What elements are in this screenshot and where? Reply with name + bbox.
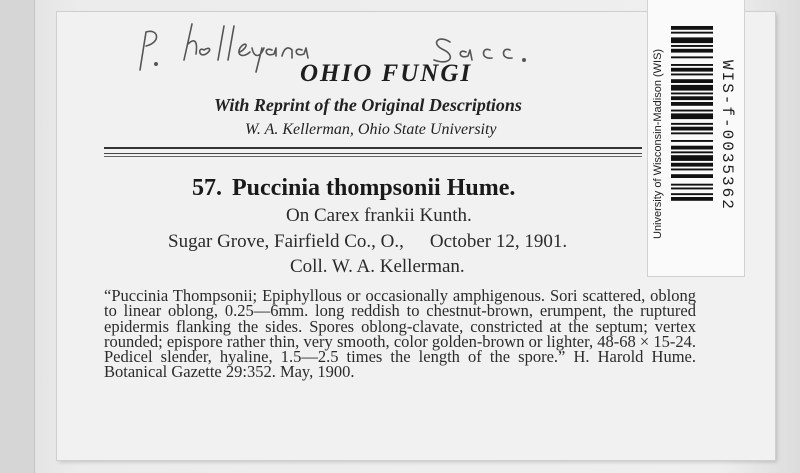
barcode-bar [671, 132, 713, 134]
barcode-bar [671, 93, 713, 95]
barcode-bar [671, 155, 713, 161]
label-author: W. A. Kellerman, Ohio State University [245, 121, 497, 138]
label-subtitle: With Reprint of the Original Descriptions [214, 95, 522, 115]
barcode-bar [671, 37, 713, 43]
barcode-bar [671, 45, 713, 47]
barcode-bar [671, 74, 713, 76]
barcode-bar [671, 197, 713, 201]
barcode-bar [671, 184, 713, 186]
barcode-bar [671, 188, 713, 190]
barcode-bar [671, 96, 713, 100]
barcode-bar [671, 113, 713, 119]
handwritten-annotation-text: P. holleyana Sacc. [132, 20, 140, 21]
barcode-bar [671, 174, 713, 178]
barcode-bar [671, 163, 713, 167]
sheet-edge [0, 0, 35, 473]
barcode-number-container [714, 60, 740, 210]
barcode-bar [671, 151, 713, 153]
barcode-bar [671, 123, 713, 125]
locality-line [168, 231, 567, 253]
species-name: Puccinia thompsonii Hume. [232, 175, 516, 201]
barcode-bar [671, 140, 713, 142]
barcode-number: WIS-f-0035362 [718, 60, 736, 211]
barcode-bar [671, 146, 713, 150]
collector-line: Coll. W. A. Kellerman. [290, 256, 465, 277]
label-title: OHIO FUNGI [300, 60, 473, 87]
barcode-bar [671, 127, 713, 131]
barcode-bar [671, 193, 713, 195]
divider-rule [104, 147, 642, 149]
barcode-bar [671, 110, 713, 112]
barcode-bar [671, 64, 713, 66]
institution-text-container [651, 34, 665, 239]
barcode-bar [671, 169, 713, 171]
barcode-bar [671, 32, 713, 34]
divider-rule [104, 153, 642, 154]
species-heading [192, 175, 632, 202]
barcode-bar [671, 68, 713, 72]
collection-date: October 12, 1901. [429, 231, 568, 252]
barcode-bar [671, 79, 713, 83]
institution-text: University of Wisconsin-Madison (WIS) [652, 48, 664, 239]
barcode-icon [671, 26, 713, 248]
barcode-bar [671, 49, 713, 53]
barcode-bar [671, 26, 713, 30]
barcode-bar [671, 56, 713, 58]
barcode-bar [671, 102, 713, 106]
specimen-number: 57. [192, 175, 222, 201]
divider-rule [104, 156, 642, 157]
barcode-bar [671, 85, 713, 91]
locality: Sugar Grove, Fairfield Co., O., [168, 231, 404, 252]
host-line: On Carex frankii Kunth. [286, 205, 472, 226]
original-description: “Puccinia Thompsonii; Epiphyllous or occasionally amphigenous. Sori scattered, oblong to linear oblong, 0.25—6mm. long reddish to chestnut-brown, erumpent, the ruptured epidermis flanking the sides. Spores oblong-clavate, constricted at the septum; vertex rounded; epispore rather thin, very smooth, color golden-brown or lighter, 48-68 × 15-24. Pedicel slender, hyaline, 1.5—2.5 times the length of the spore.” H. Harold Hume. Botanical Gazette 29:352. May, 1900. [104, 286, 696, 382]
